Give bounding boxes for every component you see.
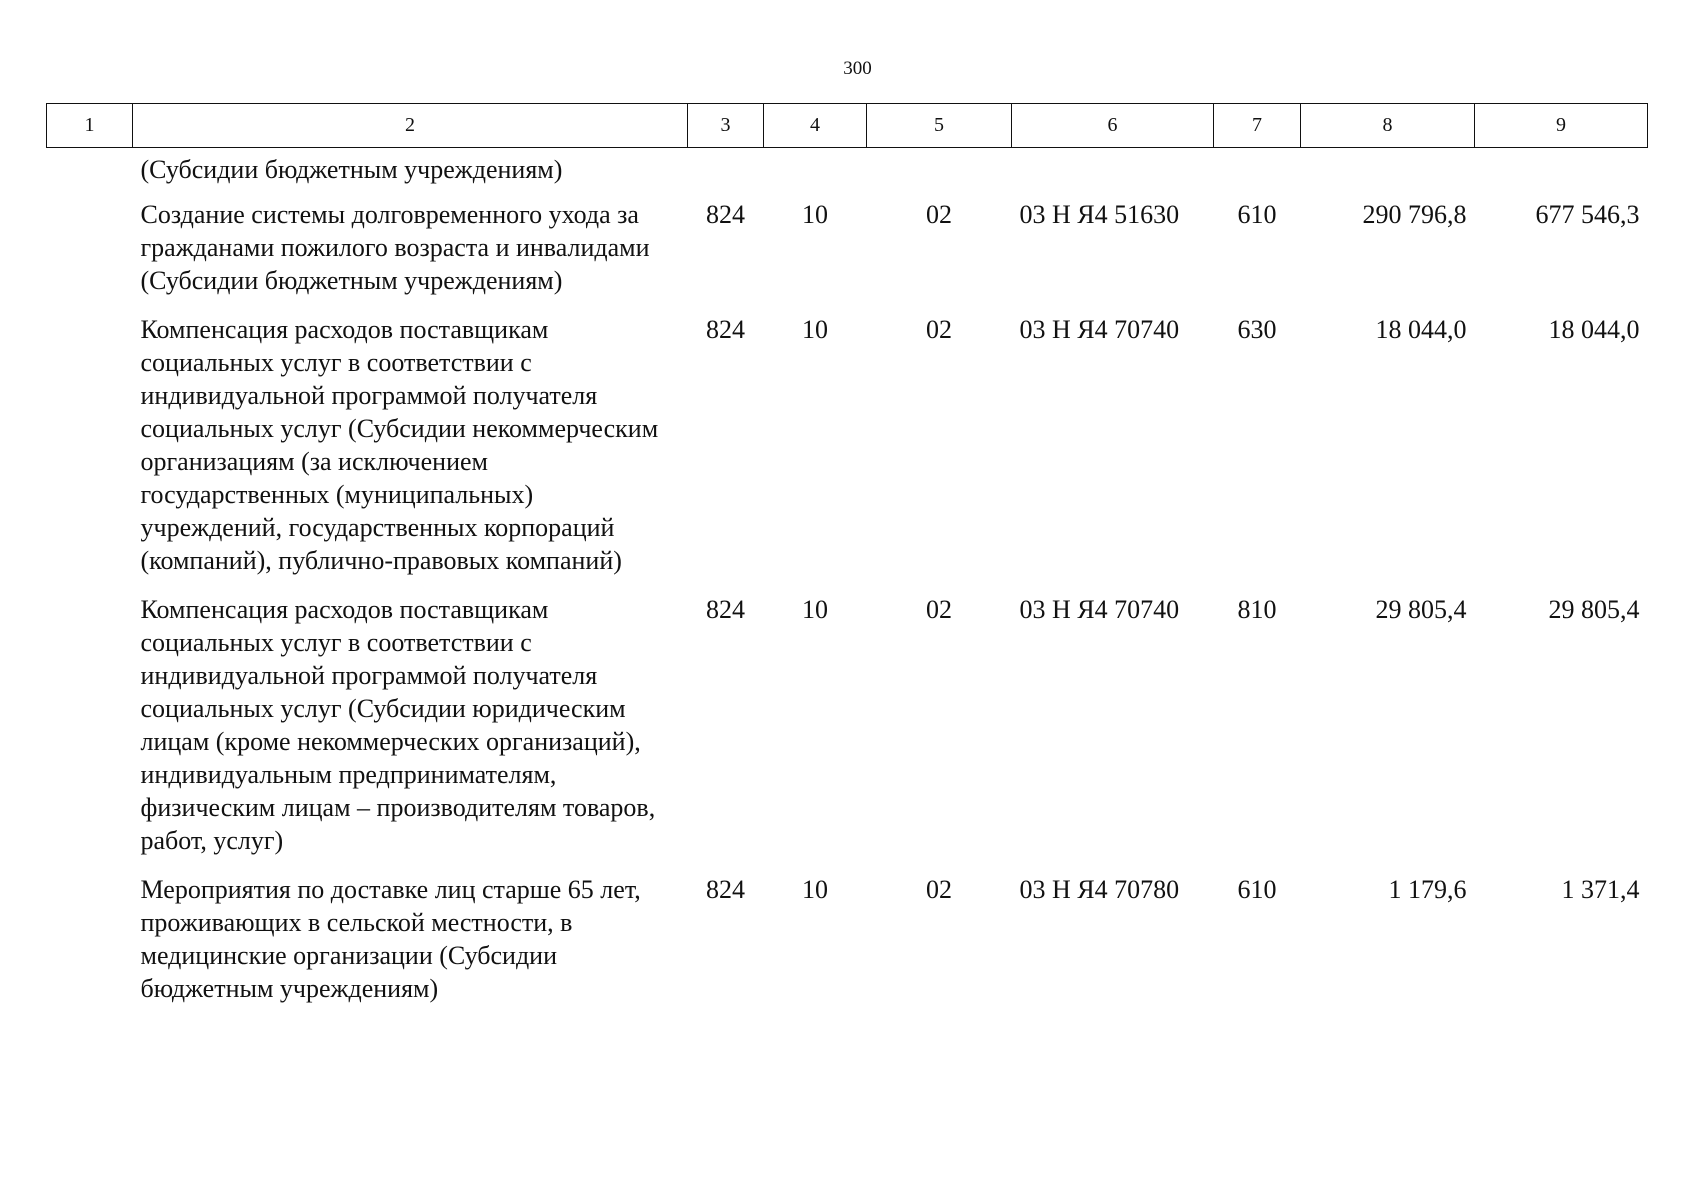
sum-year-2 [1475, 148, 1648, 199]
row-number-cell [47, 873, 133, 1021]
target-article-code: 03 Н Я4 70780 [1019, 875, 1180, 904]
sum-year-1 [1301, 148, 1475, 199]
column-header-1: 1 [47, 104, 133, 148]
column-header-6: 6 [1012, 104, 1214, 148]
target-article-code: 03 Н Я4 70740 [1019, 595, 1180, 624]
subsection-code: 02 [926, 595, 952, 624]
column-header-4: 4 [764, 104, 867, 148]
ministry-code: 824 [706, 200, 745, 229]
sum-year-1: 1 179,6 [1388, 875, 1467, 904]
ministry-code [688, 148, 764, 199]
page-number: 300 [843, 58, 872, 79]
row-number-cell [47, 313, 133, 593]
row-number-cell [47, 198, 133, 313]
column-header-8: 8 [1301, 104, 1475, 148]
column-header-7: 7 [1214, 104, 1301, 148]
table-row [47, 313, 1648, 593]
section-code: 10 [802, 875, 828, 904]
column-header-3: 3 [688, 104, 764, 148]
section-code [764, 148, 867, 199]
column-header-9: 9 [1475, 104, 1648, 148]
row-number-cell [47, 593, 133, 873]
sum-year-2: 18 044,0 [1548, 315, 1640, 344]
expense-type-code: 610 [1237, 200, 1277, 229]
table-row [47, 593, 1648, 873]
section-code: 10 [802, 595, 828, 624]
row-number-cell [47, 148, 133, 199]
expense-type-code [1214, 148, 1301, 199]
sum-year-1: 29 805,4 [1375, 595, 1467, 624]
budget-table [46, 103, 1648, 1021]
sum-year-1: 18 044,0 [1375, 315, 1467, 344]
target-article-code: 03 Н Я4 51630 [1019, 200, 1180, 229]
subsection-code: 02 [926, 200, 952, 229]
expense-type-code: 810 [1237, 595, 1277, 624]
subsection-code: 02 [926, 315, 952, 344]
target-article-code: 03 Н Я4 70740 [1019, 315, 1180, 344]
expense-name: Компенсация расходов поставщикам социальных услуг в соответствии с индивидуальной программой получателя социальных услуг (Субсидии некоммерческим организациям (за исключением государственных (муниципальных) учреждений, государственных корпораций (компаний), публично-правовых компаний) [140, 315, 659, 575]
subsection-code [867, 148, 1012, 199]
ministry-code: 824 [706, 315, 745, 344]
sum-year-2: 1 371,4 [1561, 875, 1640, 904]
sum-year-2: 677 546,3 [1535, 200, 1640, 229]
expense-name: Создание системы долговременного ухода за гражданами пожилого возраста и инвалидами (Субсидии бюджетным учреждениям) [140, 200, 650, 295]
table-row [47, 148, 1648, 199]
table-row [47, 198, 1648, 313]
column-header-5: 5 [867, 104, 1012, 148]
subsection-code: 02 [926, 875, 952, 904]
column-header-2: 2 [133, 104, 688, 148]
expense-name: Мероприятия по доставке лиц старше 65 лет, проживающих в сельской местности, в медицинские организации (Субсидии бюджетным учреждениям) [140, 875, 641, 1003]
expense-name: Компенсация расходов поставщикам социальных услуг в соответствии с индивидуальной программой получателя социальных услуг (Субсидии юридическим лицам (кроме некоммерческих организаций), индивидуальным предпринимателям, физическим лицам – производителям товаров, работ, услуг) [140, 595, 656, 855]
sum-year-1: 290 796,8 [1362, 200, 1467, 229]
ministry-code: 824 [706, 875, 745, 904]
ministry-code: 824 [706, 595, 745, 624]
target-article-code [1012, 148, 1214, 199]
sum-year-2: 29 805,4 [1548, 595, 1640, 624]
section-code: 10 [802, 200, 828, 229]
expense-type-code: 630 [1237, 315, 1277, 344]
section-code: 10 [802, 315, 828, 344]
table-header-row [47, 104, 1648, 148]
expense-name: (Субсидии бюджетным учреждениям) [140, 155, 563, 184]
expense-type-code: 610 [1237, 875, 1277, 904]
table-row [47, 873, 1648, 1021]
